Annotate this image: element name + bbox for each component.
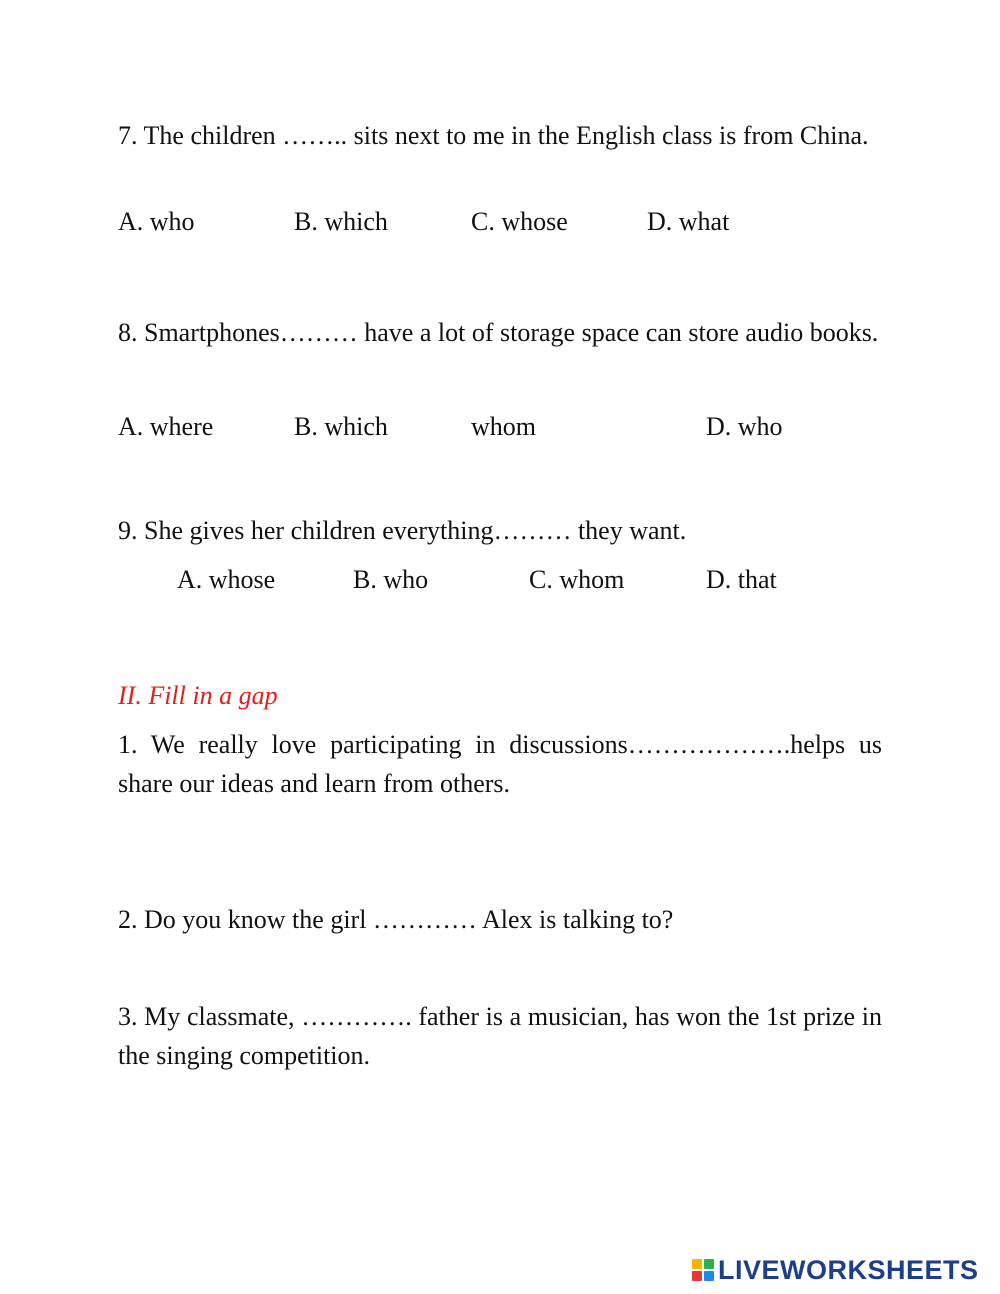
question-9-text: 9. She gives her children everything……… they want. bbox=[118, 516, 687, 545]
gap-item-2: 2. Do you know the girl ………… Alex is talking to? bbox=[118, 905, 674, 934]
question-7-option-a[interactable]: A. who bbox=[118, 207, 195, 236]
logo-square-blue bbox=[704, 1271, 714, 1281]
question-8-option-c[interactable]: whom bbox=[471, 412, 536, 441]
question-7-option-c[interactable]: C. whose bbox=[471, 207, 568, 236]
section-2-title: II. Fill in a gap bbox=[118, 681, 278, 710]
question-7-option-d[interactable]: D. what bbox=[647, 207, 730, 236]
logo-square-red bbox=[692, 1271, 702, 1281]
liveworksheets-logo-icon bbox=[692, 1259, 714, 1281]
question-7-option-b[interactable]: B. which bbox=[294, 207, 388, 236]
question-8-option-b[interactable]: B. which bbox=[294, 412, 388, 441]
brand-name: LIVEWORKSHEETS bbox=[718, 1255, 979, 1285]
question-9-option-d[interactable]: D. that bbox=[706, 565, 777, 594]
question-8-option-a[interactable]: A. where bbox=[118, 412, 214, 441]
question-8-option-d[interactable]: D. who bbox=[706, 412, 783, 441]
liveworksheets-brand bbox=[692, 1254, 979, 1286]
question-7-text: 7. The children …….. sits next to me in the English class is from China. bbox=[118, 121, 869, 150]
logo-square-yellow bbox=[692, 1259, 702, 1269]
gap-item-1: 1. We really love participating in discussions……………….helps us share our ideas and learn from others. bbox=[118, 730, 882, 798]
question-9-option-b[interactable]: B. who bbox=[353, 565, 429, 594]
question-8-text: 8. Smartphones……… have a lot of storage space can store audio books. bbox=[118, 318, 879, 347]
gap-item-3: 3. My classmate, …………. father is a musician, has won the 1st prize in the singing competition. bbox=[118, 1002, 882, 1070]
logo-square-green bbox=[704, 1259, 714, 1269]
question-9-option-a[interactable]: A. whose bbox=[177, 565, 276, 594]
question-9-option-c[interactable]: C. whom bbox=[529, 565, 625, 594]
